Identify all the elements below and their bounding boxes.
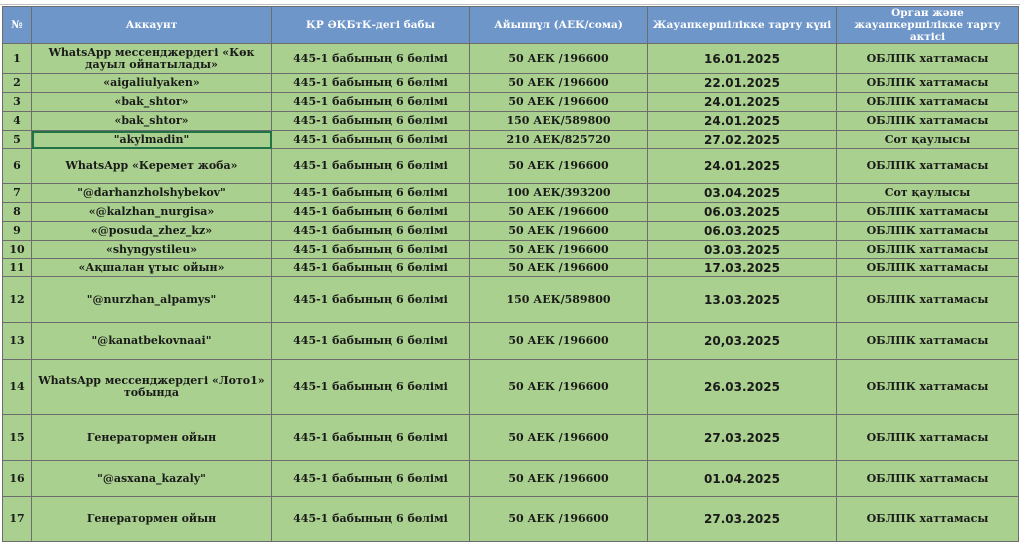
table-row (3, 241, 1019, 259)
cell-date[interactable]: 17.03.2025 (648, 259, 837, 277)
table-row (3, 415, 1019, 461)
cell-article[interactable]: 445-1 бабының 6 бөлімі (272, 360, 470, 415)
cell-account[interactable]: WhatsApp мессенджердегі «Көк дауыл ойнатылады» (32, 44, 272, 74)
cell-fine[interactable]: 50 АЕК /196600 (470, 93, 648, 112)
header-row (3, 7, 1019, 44)
table-row (3, 112, 1019, 131)
col-header-number[interactable]: № (3, 7, 32, 44)
cell-article[interactable]: 445-1 бабының 6 бөлімі (272, 149, 470, 184)
sheet-top-border (0, 4, 1020, 5)
cell-date[interactable]: 01.04.2025 (648, 461, 837, 497)
cell-date[interactable]: 06.03.2025 (648, 203, 837, 222)
cell-date[interactable]: 27.02.2025 (648, 131, 837, 149)
col-header-act[interactable]: Орган және жауапкершілікке тарту актісі (837, 7, 1019, 44)
cell-fine[interactable]: 100 АЕК/393200 (470, 184, 648, 203)
cell-article[interactable]: 445-1 бабының 6 бөлімі (272, 497, 470, 542)
table-row (3, 184, 1019, 203)
cell-fine[interactable]: 50 АЕК /196600 (470, 461, 648, 497)
cell-fine[interactable]: 50 АЕК /196600 (470, 44, 648, 74)
cell-date[interactable]: 03.04.2025 (648, 184, 837, 203)
cell-number[interactable]: 11 (3, 259, 32, 277)
table-row (3, 277, 1019, 323)
cell-account[interactable]: WhatsApp мессенджердегі «Лото1» тобында (32, 360, 272, 415)
cell-article[interactable]: 445-1 бабының 6 бөлімі (272, 277, 470, 323)
table-row (3, 93, 1019, 112)
cell-article[interactable]: 445-1 бабының 6 бөлімі (272, 415, 470, 461)
cell-date[interactable]: 27.03.2025 (648, 497, 837, 542)
col-header-account[interactable]: Аккаунт (32, 7, 272, 44)
cell-article[interactable]: 445-1 бабының 6 бөлімі (272, 461, 470, 497)
cell-date[interactable]: 24.01.2025 (648, 149, 837, 184)
table-row (3, 149, 1019, 184)
cell-number[interactable]: 12 (3, 277, 32, 323)
cell-number[interactable]: 2 (3, 74, 32, 93)
col-header-date[interactable]: Жауапкершілікке тарту күні (648, 7, 837, 44)
cell-act[interactable]: ОБЛПК хаттамасы (837, 74, 1019, 93)
cell-article[interactable]: 445-1 бабының 6 бөлімі (272, 323, 470, 360)
cell-act[interactable]: ОБЛПК хаттамасы (837, 203, 1019, 222)
cell-date[interactable]: 16.01.2025 (648, 44, 837, 74)
table-row (3, 74, 1019, 93)
cell-fine[interactable]: 50 АЕК /196600 (470, 241, 648, 259)
cell-date[interactable]: 24.01.2025 (648, 93, 837, 112)
cell-act[interactable]: ОБЛПК хаттамасы (837, 360, 1019, 415)
cell-article[interactable]: 445-1 бабының 6 бөлімі (272, 203, 470, 222)
cell-number[interactable]: 3 (3, 93, 32, 112)
cell-number[interactable]: 17 (3, 497, 32, 542)
cell-fine[interactable]: 150 АЕК/589800 (470, 277, 648, 323)
table-row (3, 461, 1019, 497)
cell-fine[interactable]: 50 АЕК /196600 (470, 74, 648, 93)
cell-account[interactable]: "@nurzhan_alpamys" (32, 277, 272, 323)
cell-act[interactable]: ОБЛПК хаттамасы (837, 112, 1019, 131)
cell-fine[interactable]: 150 АЕК/589800 (470, 112, 648, 131)
cell-account[interactable]: "akylmadin" (32, 131, 272, 149)
cell-account[interactable]: «@posuda_zhez_kz» (32, 222, 272, 241)
cell-article[interactable]: 445-1 бабының 6 бөлімі (272, 222, 470, 241)
cell-account[interactable]: "@kanatbekovnaai" (32, 323, 272, 360)
cell-account[interactable]: "@darhanzholshybekov" (32, 184, 272, 203)
cell-date[interactable]: 06.03.2025 (648, 222, 837, 241)
cell-fine[interactable]: 50 АЕК /196600 (470, 222, 648, 241)
cell-article[interactable]: 445-1 бабының 6 бөлімі (272, 259, 470, 277)
cell-article[interactable]: 445-1 бабының 6 бөлімі (272, 184, 470, 203)
cell-act[interactable]: ОБЛПК хаттамасы (837, 259, 1019, 277)
cell-number[interactable]: 4 (3, 112, 32, 131)
cell-fine[interactable]: 50 АЕК /196600 (470, 415, 648, 461)
cell-account[interactable]: WhatsApp «Керемет жоба» (32, 149, 272, 184)
cell-date[interactable]: 24.01.2025 (648, 112, 837, 131)
table-row (3, 203, 1019, 222)
cell-act[interactable]: ОБЛПК хаттамасы (837, 93, 1019, 112)
cell-account[interactable]: «bak_shtor» (32, 112, 272, 131)
cell-article[interactable]: 445-1 бабының 6 бөлімі (272, 241, 470, 259)
cell-act[interactable]: ОБЛПК хаттамасы (837, 149, 1019, 184)
cell-date[interactable]: 03.03.2025 (648, 241, 837, 259)
cell-act[interactable]: ОБЛПК хаттамасы (837, 222, 1019, 241)
cell-act[interactable]: ОБЛПК хаттамасы (837, 277, 1019, 323)
cell-act[interactable]: ОБЛПК хаттамасы (837, 497, 1019, 542)
cell-date[interactable]: 13.03.2025 (648, 277, 837, 323)
cell-account[interactable]: «@kalzhan_nurgisa» (32, 203, 272, 222)
table-row (3, 44, 1019, 74)
cell-fine[interactable]: 210 АЕК/825720 (470, 131, 648, 149)
cell-act[interactable]: ОБЛПК хаттамасы (837, 461, 1019, 497)
cell-article[interactable]: 445-1 бабының 6 бөлімі (272, 93, 470, 112)
cell-act[interactable]: ОБЛПК хаттамасы (837, 415, 1019, 461)
cell-account[interactable]: "@asxana_kazaly" (32, 461, 272, 497)
cell-number[interactable]: 5 (3, 131, 32, 149)
cell-act[interactable]: Сот қаулысы (837, 131, 1019, 149)
cell-act[interactable]: ОБЛПК хаттамасы (837, 323, 1019, 360)
cell-account[interactable]: «shyngystileu» (32, 241, 272, 259)
cell-number[interactable]: 1 (3, 44, 32, 74)
cell-number[interactable]: 16 (3, 461, 32, 497)
cell-number[interactable]: 13 (3, 323, 32, 360)
cell-act[interactable]: ОБЛПК хаттамасы (837, 241, 1019, 259)
cell-account[interactable]: «bak_shtor» (32, 93, 272, 112)
cell-fine[interactable]: 50 АЕК /196600 (470, 497, 648, 542)
table-row (3, 131, 1019, 149)
cell-number[interactable]: 14 (3, 360, 32, 415)
cell-article[interactable]: 445-1 бабының 6 бөлімі (272, 112, 470, 131)
col-header-article[interactable]: ҚР ӘҚБтК-дегі бабы (272, 7, 470, 44)
cell-fine[interactable]: 50 АЕК /196600 (470, 149, 648, 184)
table-row (3, 323, 1019, 360)
cell-fine[interactable]: 50 АЕК /196600 (470, 203, 648, 222)
cell-fine[interactable]: 50 АЕК /196600 (470, 360, 648, 415)
cell-account[interactable]: «aigaliulyaken» (32, 74, 272, 93)
cell-date[interactable]: 26.03.2025 (648, 360, 837, 415)
cell-date[interactable]: 22.01.2025 (648, 74, 837, 93)
cell-number[interactable]: 15 (3, 415, 32, 461)
cell-article[interactable]: 445-1 бабының 6 бөлімі (272, 74, 470, 93)
cell-number[interactable]: 6 (3, 149, 32, 184)
col-header-fine[interactable]: Айыппұл (АЕК/сома) (470, 7, 648, 44)
table-row (3, 497, 1019, 542)
cell-number[interactable]: 10 (3, 241, 32, 259)
cell-fine[interactable]: 50 АЕК /196600 (470, 259, 648, 277)
cell-account[interactable]: Генератормен ойын (32, 497, 272, 542)
cell-date[interactable]: 27.03.2025 (648, 415, 837, 461)
cell-number[interactable]: 9 (3, 222, 32, 241)
cell-article[interactable]: 445-1 бабының 6 бөлімі (272, 44, 470, 74)
cell-account[interactable]: Генератормен ойын (32, 415, 272, 461)
table-row (3, 360, 1019, 415)
cell-account[interactable]: «Ақшалан ұтыс ойын» (32, 259, 272, 277)
cell-number[interactable]: 8 (3, 203, 32, 222)
cell-article[interactable]: 445-1 бабының 6 бөлімі (272, 131, 470, 149)
cell-act[interactable]: ОБЛПК хаттамасы (837, 44, 1019, 74)
cell-act[interactable]: Сот қаулысы (837, 184, 1019, 203)
table-row (3, 259, 1019, 277)
cell-fine[interactable]: 50 АЕК /196600 (470, 323, 648, 360)
penalty-table (2, 6, 1019, 542)
cell-number[interactable]: 7 (3, 184, 32, 203)
cell-date[interactable]: 20,03.2025 (648, 323, 837, 360)
table-row (3, 222, 1019, 241)
